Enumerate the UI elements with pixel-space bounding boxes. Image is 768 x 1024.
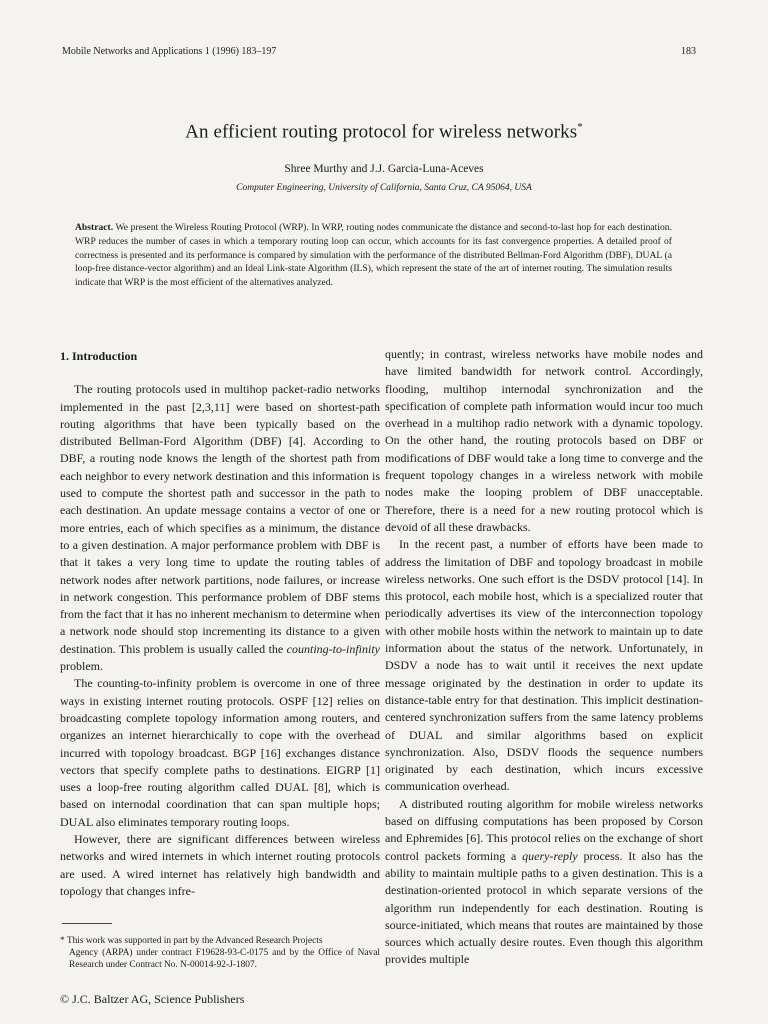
paper-title: [0, 121, 768, 143]
abstract-text: We present the Wireless Routing Protocol (WRP). In WRP, routing nodes communicate the distance and second-to-last hop for each destination. WRP reduces the number of cases in which a temporary routing loop can occur, which accounts for its fast convergence properties. A detailed proof of correctness is presented and its performance is compared by simulation with the performance of the distributed Bellman-Ford Algorithm (DBF), DUAL (a loop-free distance-vector algorithm) and an Ideal Link-state Algorithm (ILS), which represent the state of the art of internet routing. The simulation results indicate that WRP is the most efficient of the alternatives analyzed.: [75, 222, 672, 289]
body-paragraph-continued: quently; in contrast, wireless networks have mobile nodes and have limited bandwidth for network control. Accordingly, flooding, multihop internodal synchronization and the specification of complete path information would incur too much overhead in a multihop radio network with a dynamic topology. On the other hand, the routing protocols based on DBF or modifications of DBF would take a long time to converge and the frequent topology changes in a wireless network with mobile nodes make the looping problem of DBF unacceptable. Therefore, there is a need for a new routing protocol which is devoid of all these drawbacks.: [385, 347, 703, 534]
footnote-text: Agency (ARPA) under contract F19628-93-C-0175 and by the Office of Naval Research under Contract No. N-00014-92-J-1807.: [69, 948, 380, 970]
page-number: 183: [681, 46, 696, 57]
emphasis-term: query-reply: [522, 848, 578, 863]
footnote-text: This work was supported in part by the Advanced Research Projects: [66, 936, 323, 946]
footnote-mark: *: [60, 936, 65, 946]
body-text: problem.: [60, 659, 103, 674]
body-text: A distributed routing algorithm for mobile wireless networks based on diffusing computations has been proposed by Corson and Ephremides [6]. This protocol relies on the exchange of short control packets forming a: [385, 796, 703, 863]
journal-citation: Mobile Networks and Applications 1 (1996) 183–197: [62, 46, 277, 57]
body-text: The routing protocols used in multihop packet-radio networks implemented in the past [2,3,11] were based on shortest-path routing algorithms that have been typically based on the distributed Bellman-Ford Algorithm (DBF) [4]. According to DBF, a routing node knows the length of the shortest path from each neighbor to every network destination and this information is used to compute the shortest path and successor in the path to each destination. An update message contains a vector of one or more entries, each of which specifies as a minimum, the distance to a given destination. A major performance problem with DBF is that it takes a very long time to update the routing tables of network nodes after network partitions, node failures, or increase in network congestion. This performance problem of DBF stems from the fact that it has no inherent mechanism to determine when a network node should stop incrementing its distance to a given destination. This problem is usually called the: [60, 382, 380, 656]
body-text: process. It also has the ability to maintain multiple paths to a given destination. This is a destination-oriented protocol in which separate versions of the algorithm run independently for each destination. Routing is source-initiated, which means that routes are maintained by those sources which actually desire routes. Even though this algorithm provides multiple: [385, 848, 703, 967]
section-heading: 1. Introduction: [60, 349, 138, 363]
body-paragraph: In the recent past, a number of efforts have been made to address the limitation of DBF and topology broadcast in mobile wireless networks. One such effort is the DSDV protocol [14]. In this protocol, each mobile host, which is a specialized router that periodically advertises its view of the interconnection topology with other mobile hosts within the network to maintain up to date information about the status of the network. Unfortunately, in DSDV a node has to wait until it receives the next update message originated by the destination in order to update its distance-table entry for that destination. This implicit destination-centered synchronization suffers from the same latency problems of DUAL and similar algorithms based on explicit synchronization. Also, DSDV floods the sequence numbers originated by each destination, which incurs excessive communication overhead.: [385, 537, 703, 794]
right-column: [385, 346, 703, 969]
footnote-rule: [62, 923, 112, 924]
body-paragraph: The counting-to-infinity problem is overcome in one of three ways in existing internet routing protocols. OSPF [12] relies on broadcasting complete topology information among routers, and organizes an internet hierarchically to cope with the overhead incurred with topology broadcast. BGP [16] exchanges distance vectors that specify complete paths to destinations. EIGRP [1] uses a loop-free routing algorithm called DUAL [8], which is based on internodal coordination that can span multiple hops; DUAL also eliminates temporary routing loops.: [60, 676, 380, 829]
title-footnote-mark: *: [577, 121, 583, 133]
body-paragraph: [60, 381, 380, 675]
left-column: [60, 346, 380, 900]
body-paragraph: However, there are significant differences between wireless networks and wired internets in which internet routing protocols are used. A wired internet has relatively high bandwidth and topology that changes infre-: [60, 832, 380, 898]
footnote: [60, 935, 380, 971]
publisher-copyright: © J.C. Baltzer AG, Science Publishers: [60, 992, 245, 1006]
paper-title-text: An efficient routing protocol for wireless networks: [185, 121, 578, 143]
abstract: [75, 221, 672, 290]
abstract-label: Abstract.: [75, 222, 114, 233]
emphasis-term: counting-to-infinity: [286, 641, 380, 656]
body-paragraph: [385, 796, 703, 969]
affiliation: Computer Engineering, University of California, Santa Cruz, CA 95064, USA: [236, 183, 532, 193]
authors: Shree Murthy and J.J. Garcia-Luna-Aceves: [284, 163, 484, 175]
